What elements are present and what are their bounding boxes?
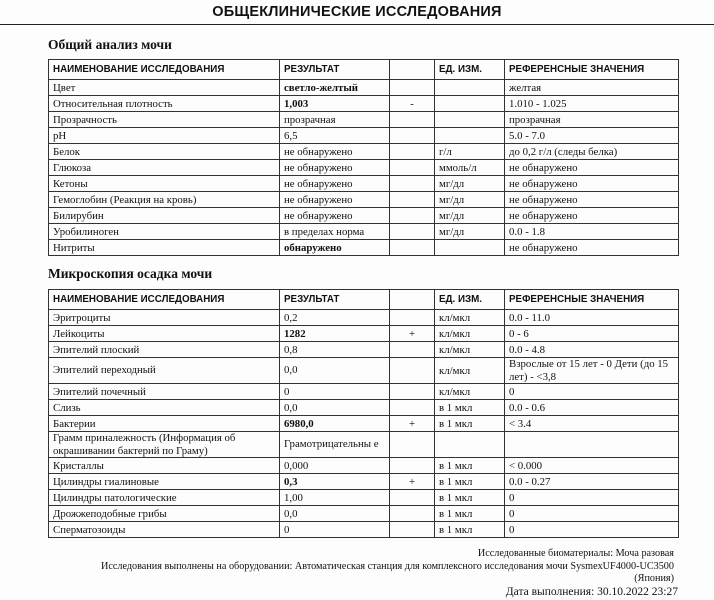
cell-flag <box>390 490 435 506</box>
header-unit: ЕД. ИЗМ. <box>435 60 505 80</box>
cell-flag: + <box>390 474 435 490</box>
table-row <box>49 358 679 384</box>
table-header-row <box>49 60 679 80</box>
cell-name: Глюкоза <box>49 160 280 176</box>
cell-unit: мг/дл <box>435 224 505 240</box>
cell-ref: 5.0 - 7.0 <box>505 128 679 144</box>
cell-ref: 0 <box>505 490 679 506</box>
cell-flag <box>390 506 435 522</box>
cell-name: Слизь <box>49 400 280 416</box>
cell-flag <box>390 128 435 144</box>
cell-unit: г/л <box>435 144 505 160</box>
cell-result: 0,3 <box>280 474 390 490</box>
cell-flag <box>390 240 435 256</box>
cell-unit: в 1 мкл <box>435 400 505 416</box>
table-row <box>49 416 679 432</box>
cell-ref: 0.0 - 4.8 <box>505 342 679 358</box>
cell-name: Относительная плотность <box>49 96 280 112</box>
cell-flag <box>390 192 435 208</box>
cell-unit <box>435 240 505 256</box>
cell-name: Эпителий переходный <box>49 358 280 384</box>
cell-result: 6,5 <box>280 128 390 144</box>
microscopy-table <box>48 289 679 538</box>
cell-result: 1,00 <box>280 490 390 506</box>
cell-name: Эпителий плоский <box>49 342 280 358</box>
cell-name: Кристаллы <box>49 458 280 474</box>
cell-ref: 1.010 - 1.025 <box>505 96 679 112</box>
cell-flag <box>390 310 435 326</box>
cell-result: прозрачная <box>280 112 390 128</box>
table-row <box>49 112 679 128</box>
cell-unit: ммоль/л <box>435 160 505 176</box>
cell-result: 0,0 <box>280 506 390 522</box>
cell-unit: кл/мкл <box>435 384 505 400</box>
cell-name: pH <box>49 128 280 144</box>
microscopy-section-title: Микроскопия осадка мочи <box>48 266 213 281</box>
cell-ref: не обнаружено <box>505 160 679 176</box>
table-row <box>49 176 679 192</box>
cell-unit <box>435 80 505 96</box>
cell-result: 6980,0 <box>280 416 390 432</box>
cell-result: 0 <box>280 384 390 400</box>
cell-unit: мг/дл <box>435 208 505 224</box>
cell-name: Бактерии <box>49 416 280 432</box>
header-flag <box>390 290 435 310</box>
cell-result: 0,0 <box>280 358 390 384</box>
cell-ref: 0 <box>505 522 679 538</box>
cell-result: обнаружено <box>280 240 390 256</box>
cell-result: 0 <box>280 522 390 538</box>
table-row <box>49 326 679 342</box>
cell-ref: прозрачная <box>505 112 679 128</box>
cell-flag <box>390 144 435 160</box>
table-row <box>49 506 679 522</box>
cell-flag <box>390 208 435 224</box>
cell-name: Нитриты <box>49 240 280 256</box>
cell-unit <box>435 432 505 458</box>
cell-flag <box>390 176 435 192</box>
cell-result: не обнаружено <box>280 208 390 224</box>
cell-ref: до 0,2 г/л (следы белка) <box>505 144 679 160</box>
cell-unit: в 1 мкл <box>435 416 505 432</box>
cell-unit: в 1 мкл <box>435 490 505 506</box>
cell-unit: кл/мкл <box>435 358 505 384</box>
table-row <box>49 432 679 458</box>
cell-unit <box>435 112 505 128</box>
cell-unit: в 1 мкл <box>435 522 505 538</box>
cell-result: светло-желтый <box>280 80 390 96</box>
cell-unit: мг/дл <box>435 192 505 208</box>
cell-ref: 0 <box>505 384 679 400</box>
cell-result: 0,2 <box>280 310 390 326</box>
footer-country: (Япония) <box>634 573 674 584</box>
cell-flag: + <box>390 326 435 342</box>
header-name: НАИМЕНОВАНИЕ ИССЛЕДОВАНИЯ <box>49 60 280 80</box>
cell-name: Билирубин <box>49 208 280 224</box>
table-row <box>49 342 679 358</box>
cell-result: не обнаружено <box>280 192 390 208</box>
footer-equipment: Исследования выполнены на оборудовании: Автоматическая станция для комплексного исследования мочи SysmexUF4000-UC3500 <box>100 561 674 572</box>
cell-result: 0,000 <box>280 458 390 474</box>
cell-ref: 0.0 - 0.27 <box>505 474 679 490</box>
cell-flag: - <box>390 96 435 112</box>
cell-ref: не обнаружено <box>505 176 679 192</box>
footer-biomaterial: Исследованные биоматериалы: Моча разовая <box>477 548 674 559</box>
cell-result: 0,8 <box>280 342 390 358</box>
cell-flag <box>390 522 435 538</box>
table-row <box>49 490 679 506</box>
cell-result: 1,003 <box>280 96 390 112</box>
cell-ref: 0.0 - 11.0 <box>505 310 679 326</box>
cell-name: Эпителий почечный <box>49 384 280 400</box>
cell-flag <box>390 400 435 416</box>
page-title: ОБЩЕКЛИНИЧЕСКИЕ ИССЛЕДОВАНИЯ <box>212 4 502 20</box>
cell-name: Белок <box>49 144 280 160</box>
cell-unit <box>435 96 505 112</box>
cell-name: Сперматозоиды <box>49 522 280 538</box>
cell-flag <box>390 224 435 240</box>
footer-date: Дата выполнения: 30.10.2022 23:27 <box>505 586 678 598</box>
table-row <box>49 458 679 474</box>
cell-name: Дрожжеподобные грибы <box>49 506 280 522</box>
header-name: НАИМЕНОВАНИЕ ИССЛЕДОВАНИЯ <box>49 290 280 310</box>
cell-unit: кл/мкл <box>435 342 505 358</box>
table-row <box>49 474 679 490</box>
table-row <box>49 128 679 144</box>
cell-ref: Взрослые от 15 лет - 0 Дети (до 15 лет) - <3,8 <box>505 358 679 384</box>
header-ref: РЕФЕРЕНСНЫЕ ЗНАЧЕНИЯ <box>505 60 679 80</box>
cell-flag <box>390 358 435 384</box>
top-divider <box>0 24 714 25</box>
cell-unit: мг/дл <box>435 176 505 192</box>
cell-ref: < 3.4 <box>505 416 679 432</box>
table-row <box>49 160 679 176</box>
cell-ref: 0 - 6 <box>505 326 679 342</box>
cell-result: не обнаружено <box>280 144 390 160</box>
header-result: РЕЗУЛЬТАТ <box>280 290 390 310</box>
cell-name: Цилиндры гиалиновые <box>49 474 280 490</box>
header-ref: РЕФЕРЕНСНЫЕ ЗНАЧЕНИЯ <box>505 290 679 310</box>
cell-name: Цилиндры патологические <box>49 490 280 506</box>
cell-name: Цвет <box>49 80 280 96</box>
header-flag <box>390 60 435 80</box>
cell-result: не обнаружено <box>280 176 390 192</box>
header-result: РЕЗУЛЬТАТ <box>280 60 390 80</box>
table-row <box>49 144 679 160</box>
table-row <box>49 240 679 256</box>
table-row <box>49 384 679 400</box>
cell-flag <box>390 432 435 458</box>
cell-ref: 0.0 - 1.8 <box>505 224 679 240</box>
cell-flag <box>390 384 435 400</box>
cell-unit: в 1 мкл <box>435 506 505 522</box>
table-row <box>49 80 679 96</box>
cell-unit: в 1 мкл <box>435 474 505 490</box>
cell-ref: 0.0 - 0.6 <box>505 400 679 416</box>
table-row <box>49 224 679 240</box>
cell-name: Прозрачность <box>49 112 280 128</box>
table-row <box>49 310 679 326</box>
cell-ref: < 0.000 <box>505 458 679 474</box>
header-unit: ЕД. ИЗМ. <box>435 290 505 310</box>
cell-result: 1282 <box>280 326 390 342</box>
cell-ref: 0 <box>505 506 679 522</box>
cell-result: не обнаружено <box>280 160 390 176</box>
cell-unit <box>435 128 505 144</box>
cell-name: Лейкоциты <box>49 326 280 342</box>
cell-name: Кетоны <box>49 176 280 192</box>
cell-ref: не обнаружено <box>505 192 679 208</box>
cell-result: Грамотрицательны е <box>280 432 390 458</box>
table-row <box>49 400 679 416</box>
urinalysis-section-title: Общий анализ мочи <box>48 37 172 52</box>
cell-flag <box>390 112 435 128</box>
cell-ref <box>505 432 679 458</box>
cell-flag <box>390 342 435 358</box>
table-header-row <box>49 290 679 310</box>
cell-name: Уробилиноген <box>49 224 280 240</box>
table-row <box>49 522 679 538</box>
cell-ref: не обнаружено <box>505 208 679 224</box>
cell-ref: не обнаружено <box>505 240 679 256</box>
cell-unit: в 1 мкл <box>435 458 505 474</box>
cell-flag <box>390 458 435 474</box>
cell-result: 0,0 <box>280 400 390 416</box>
table-row <box>49 96 679 112</box>
cell-unit: кл/мкл <box>435 326 505 342</box>
cell-unit: кл/мкл <box>435 310 505 326</box>
cell-name: Гемоглобин (Реакция на кровь) <box>49 192 280 208</box>
table-row <box>49 192 679 208</box>
cell-ref: желтая <box>505 80 679 96</box>
table-row <box>49 208 679 224</box>
cell-result: в пределах норма <box>280 224 390 240</box>
cell-name: Грамм приналежность (Информация об окрашивании бактерий по Граму) <box>49 432 280 458</box>
cell-flag: + <box>390 416 435 432</box>
urinalysis-table <box>48 59 679 256</box>
cell-flag <box>390 80 435 96</box>
cell-flag <box>390 160 435 176</box>
cell-name: Эритроциты <box>49 310 280 326</box>
